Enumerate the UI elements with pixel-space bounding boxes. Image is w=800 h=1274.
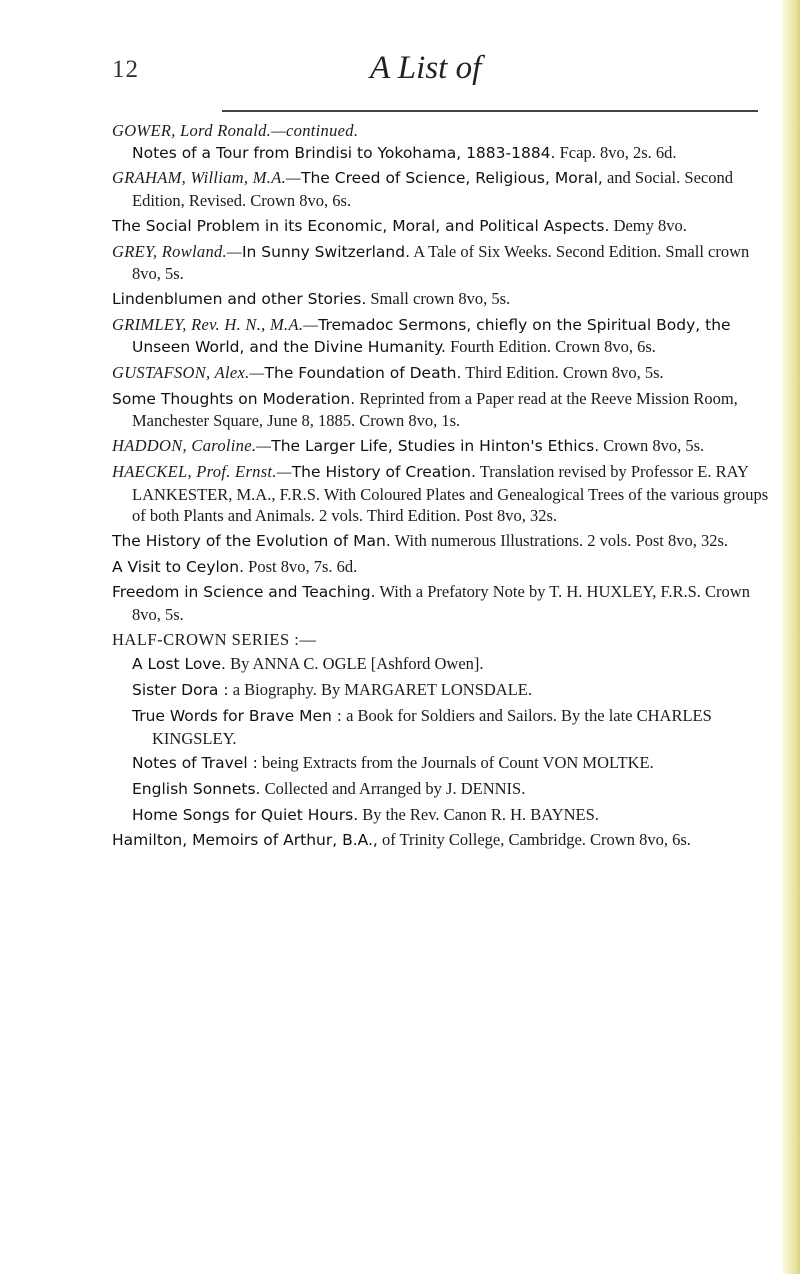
series-item-details: Collected and Arranged by J. DENNIS. bbox=[260, 778, 526, 798]
page-number: 12 bbox=[112, 56, 139, 83]
series-item-title: A Lost Love. bbox=[132, 655, 226, 674]
catalogue-entry bbox=[112, 461, 770, 527]
catalogue-entry bbox=[112, 314, 770, 359]
entry-details: Fourth Edition. Crown 8vo, 6s. bbox=[445, 337, 656, 357]
catalogue-entry bbox=[112, 581, 770, 625]
series-item bbox=[112, 653, 770, 676]
entry-title: Freedom in Science and Teaching. bbox=[112, 583, 376, 602]
entry-details: Demy 8vo. bbox=[609, 215, 687, 235]
series-item bbox=[112, 804, 770, 827]
catalogue-entry bbox=[112, 167, 770, 211]
series-item bbox=[112, 679, 770, 702]
entry-details: Reprinted from a Paper read at the Reeve Mission Room, Manchester Square, June 8, 1885. Crown 8vo, 1s. bbox=[132, 388, 738, 431]
entry-details: With a Prefatory Note by T. H. HUXLEY, F.R.S. Crown 8vo, 5s. bbox=[132, 582, 750, 625]
series-item-title: Sister Dora : bbox=[132, 681, 229, 700]
entry-title: The Social Problem in its Economic, Moral, and Political Aspects. bbox=[112, 216, 610, 235]
entry-details: Post 8vo, 7s. 6d. bbox=[244, 556, 358, 576]
series-item-title: Notes of Travel : bbox=[132, 754, 258, 773]
catalogue-entry bbox=[112, 362, 770, 385]
entry-title: Tremadoc Sermons, chiefly on the Spiritual Body, the Unseen World, and the Divine Humanity. bbox=[132, 315, 731, 357]
series-heading: HALF-CROWN SERIES :— bbox=[112, 629, 317, 649]
series-item bbox=[112, 778, 770, 801]
header-rule bbox=[222, 110, 758, 112]
series-item-details: By ANNA C. OGLE [Ashford Owen]. bbox=[225, 654, 484, 674]
series-item-details: a Book for Soldiers and Sailors. By the late CHARLES KINGSLEY. bbox=[152, 705, 712, 748]
catalogue-entry bbox=[112, 215, 770, 238]
series-item-details: being Extracts from the Journals of Count VON MOLTKE. bbox=[257, 753, 654, 773]
entry-title: Lindenblumen and other Stories. bbox=[112, 289, 367, 308]
entry-details: Small crown 8vo, 5s. bbox=[366, 288, 511, 308]
entry-author: GUSTAFSON, Alex.— bbox=[112, 363, 265, 383]
entry-title: Hamilton, Memoirs of Arthur, B.A., bbox=[112, 831, 378, 850]
page-edge bbox=[782, 0, 800, 1274]
entry-title: The Larger Life, Studies in Hinton's Ethics. bbox=[271, 437, 600, 456]
series-item-details: a Biography. By MARGARET LONSDALE. bbox=[228, 680, 532, 700]
catalogue-entry bbox=[112, 120, 770, 164]
series-item bbox=[112, 752, 770, 775]
catalogue-entry bbox=[112, 288, 770, 311]
catalogue-entry bbox=[112, 556, 770, 579]
entry-details: Third Edition. Crown 8vo, 5s. bbox=[461, 363, 664, 383]
catalogue-entry bbox=[112, 829, 770, 852]
entry-title: A Visit to Ceylon. bbox=[112, 557, 245, 576]
entry-title: The History of Creation. bbox=[291, 462, 476, 481]
catalogue-list bbox=[112, 120, 770, 855]
entry-title: The History of the Evolution of Man. bbox=[112, 531, 391, 550]
entry-details: Fcap. 8vo, 2s. 6d. bbox=[555, 142, 677, 162]
entry-details: Translation revised by Professor E. RAY LANKESTER, M.A., F.R.S. With Coloured Plates and Genealogical Trees of the various groups of both Plants and Animals. 2 vols. Third Edition. Post 8vo, 32s. bbox=[132, 461, 769, 526]
running-title: A List of bbox=[370, 50, 482, 86]
entry-details: Crown 8vo, 5s. bbox=[599, 436, 705, 456]
entry-details: With numerous Illustrations. 2 vols. Post 8vo, 32s. bbox=[390, 530, 729, 550]
entry-title: Notes of a Tour from Brindisi to Yokohama, 1883-1884. bbox=[132, 143, 556, 162]
page-header bbox=[112, 50, 758, 94]
entry-details: A Tale of Six Weeks. Second Edition. Small crown 8vo, 5s. bbox=[132, 241, 750, 284]
entry-title: The Creed of Science, Religious, Moral, bbox=[301, 169, 603, 188]
entry-title: In Sunny Switzerland. bbox=[241, 242, 411, 261]
catalogue-entry bbox=[112, 530, 770, 553]
entry-author: GOWER, Lord Ronald.—continued. bbox=[112, 121, 359, 140]
entry-title: Some Thoughts on Moderation. bbox=[112, 389, 356, 408]
series-item-title: Home Songs for Quiet Hours. bbox=[132, 805, 359, 824]
entry-author: HAECKEL, Prof. Ernst.— bbox=[112, 461, 292, 481]
entry-author: GRIMLEY, Rev. H. N., M.A.— bbox=[112, 314, 319, 334]
series-item-title: True Words for Brave Men : bbox=[132, 706, 342, 725]
entry-author: GRAHAM, William, M.A.— bbox=[112, 168, 301, 188]
catalogue-entry bbox=[112, 388, 770, 432]
entry-details: of Trinity College, Cambridge. Crown 8vo, 6s. bbox=[377, 830, 691, 850]
entry-author: GREY, Rowland.— bbox=[112, 241, 242, 261]
entry-author: HADDON, Caroline.— bbox=[112, 436, 272, 456]
catalogue-entry bbox=[112, 241, 770, 285]
series-item-title: English Sonnets. bbox=[132, 779, 261, 798]
series-item-details: By the Rev. Canon R. H. BAYNES. bbox=[358, 804, 599, 824]
series-item bbox=[112, 705, 770, 749]
entry-title: The Foundation of Death. bbox=[264, 364, 462, 383]
entry-details: and Social. Second Edition, Revised. Crown 8vo, 6s. bbox=[132, 168, 733, 211]
catalogue-entry bbox=[112, 435, 770, 458]
